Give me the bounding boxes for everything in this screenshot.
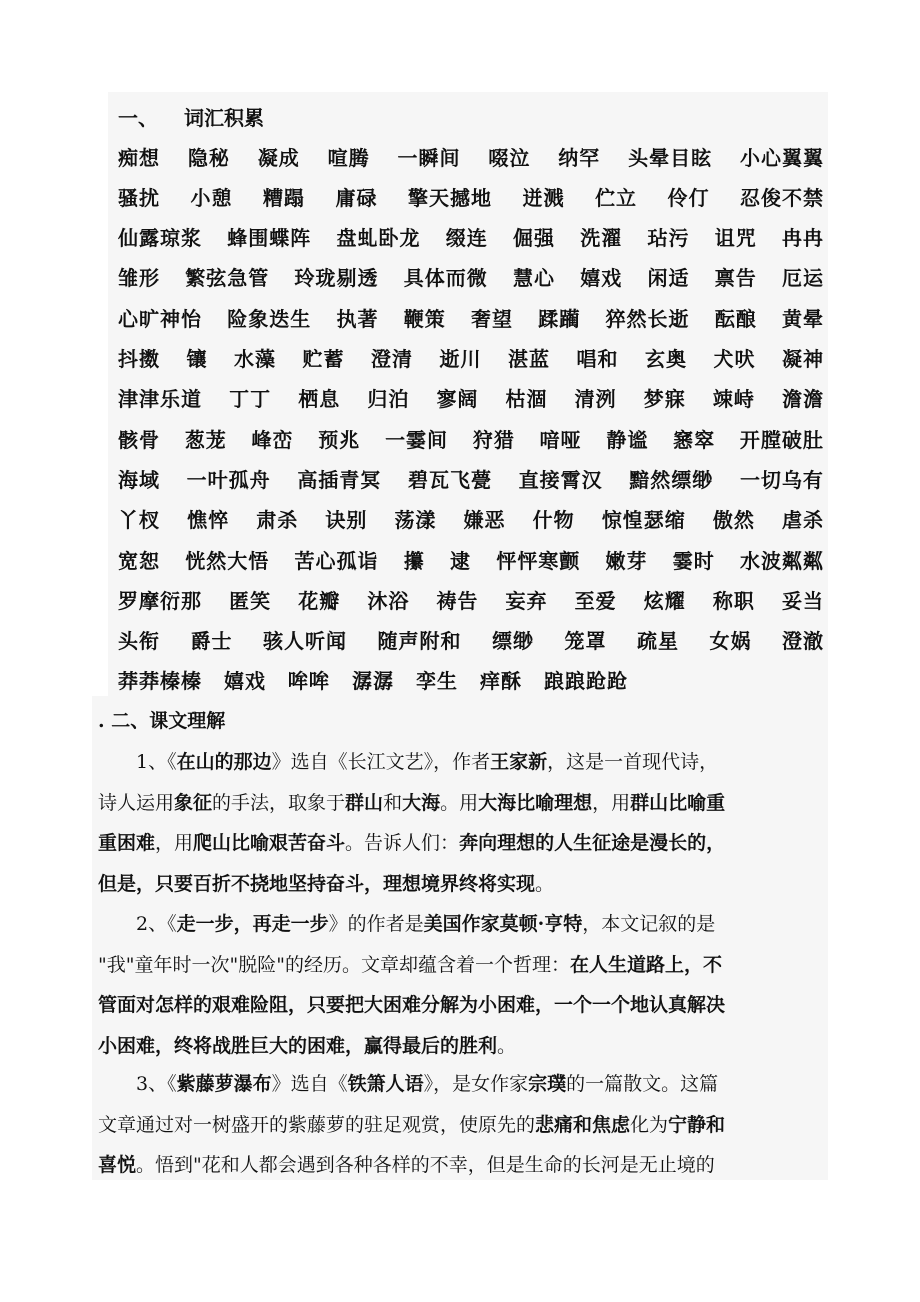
vocab-word: 嬉戏 xyxy=(224,669,266,694)
emphasis-text: 大海比喻理想 xyxy=(478,791,593,814)
vocab-word: 骚扰 xyxy=(118,185,160,210)
vocab-word: 水波粼粼 xyxy=(740,548,824,573)
vocab-word: 蜂围蝶阵 xyxy=(227,226,312,251)
body-text: 》选自《 xyxy=(271,1073,348,1095)
vocab-word: 骸骨 xyxy=(118,427,160,452)
vocab-word: 霎时 xyxy=(672,548,715,573)
vocab-word: 忍俊不禁 xyxy=(740,185,824,210)
body-text: 。 xyxy=(497,1034,517,1057)
vocab-word: 唱和 xyxy=(576,347,619,371)
vocab-word: 峰峦 xyxy=(251,427,294,452)
vocab-word: 逝川 xyxy=(439,347,482,371)
body-text: ，这是一首现代诗， xyxy=(547,751,719,773)
vocab-word: 直接霄汉 xyxy=(518,467,603,492)
vocab-word: 擎天撼地 xyxy=(408,185,492,210)
vocab-word: 镶 xyxy=(186,347,208,371)
vocab-word: 玷污 xyxy=(647,226,690,251)
vocab-word: 伶仃 xyxy=(667,185,710,210)
vocab-word: 寥阔 xyxy=(436,387,479,412)
paragraph-line xyxy=(98,783,818,824)
vocab-word: 踉踉跄跄 xyxy=(544,669,628,694)
paragraph-line xyxy=(98,904,818,945)
vocab-word: 潺潺 xyxy=(352,669,394,694)
vocab-word: 厄运 xyxy=(782,266,824,291)
vocab-word: 窸窣 xyxy=(673,427,716,452)
paragraph-line xyxy=(98,1026,818,1067)
vocab-word: 凝成 xyxy=(257,145,300,170)
vocab-word: 闲适 xyxy=(647,266,690,291)
vocab-word: 奢望 xyxy=(471,306,513,331)
body-text: 1、《 xyxy=(136,751,177,773)
vocab-word: 嬉戏 xyxy=(580,266,623,291)
emphasis-text: 但是，只要百折不挠地坚持奋斗，理想境界终将实现 xyxy=(98,872,536,895)
vocab-row xyxy=(118,662,824,698)
vocab-word: 一叶孤舟 xyxy=(186,467,271,492)
vocab-word: 丁丁 xyxy=(229,387,272,412)
vocab-word: 喑哑 xyxy=(539,427,582,452)
vocab-word: 枯涸 xyxy=(505,387,548,412)
vocab-word: 雏形 xyxy=(118,266,160,291)
vocab-word: 执著 xyxy=(336,306,379,331)
vocab-word: 孪生 xyxy=(416,669,458,694)
body-text: "我"童年时一次"脱险"的经历。文章却蕴含着一个哲理： xyxy=(98,953,570,976)
vocab-word: 竦峙 xyxy=(712,387,755,412)
vocab-word: 随声附和 xyxy=(377,629,462,654)
vocab-word: 庸碌 xyxy=(335,185,378,210)
emphasis-text: 爬山比喻艰苦奋斗 xyxy=(193,832,346,854)
vocab-word: 黄晕 xyxy=(782,306,824,331)
vocab-row xyxy=(118,420,824,456)
vocab-word: 嫌恶 xyxy=(463,508,506,533)
emphasis-text: 象征 xyxy=(174,791,213,814)
vocab-word: 洗濯 xyxy=(580,226,623,251)
vocab-word: 头衔 xyxy=(118,629,160,654)
paragraph-line xyxy=(98,742,818,783)
emphasis-text: 走一步，再走一步 xyxy=(176,913,329,935)
vocab-word: 苦心孤诣 xyxy=(294,548,379,573)
body-text: 。 xyxy=(535,872,555,895)
emphasis-text: 宁静和 xyxy=(668,1113,726,1136)
vocab-row xyxy=(118,259,824,295)
vocab-word: 津津乐道 xyxy=(118,387,202,412)
vocab-word: 诀别 xyxy=(325,508,368,533)
vocab-word: 喧腾 xyxy=(327,145,370,170)
vocab-word: 头晕目眩 xyxy=(628,145,713,170)
vocab-word: 肃杀 xyxy=(256,508,299,533)
paragraph-2 xyxy=(98,904,818,1066)
vocab-row xyxy=(118,178,824,214)
body-text: 和 xyxy=(383,791,403,814)
vocab-word: 妄弃 xyxy=(505,588,548,613)
vocab-word: 冉冉 xyxy=(782,226,824,251)
vocab-word: 葱茏 xyxy=(184,427,227,452)
vocab-word: 犬吠 xyxy=(713,347,756,371)
body-text: 文章通过对一树盛开的紫藤萝的驻足观赏，使原先的 xyxy=(98,1113,536,1136)
vocab-word: 痒酥 xyxy=(480,669,522,694)
body-text: 的一篇散文。这篇 xyxy=(566,1073,719,1095)
vocab-word: 宽恕 xyxy=(118,548,160,573)
body-text: ，用 xyxy=(155,832,194,854)
vocab-word: 清洌 xyxy=(574,387,617,412)
vocab-word: 缀连 xyxy=(445,226,488,251)
paragraph-3 xyxy=(98,1064,818,1186)
vocab-word: 狩猎 xyxy=(472,427,515,452)
vocab-row xyxy=(118,138,824,174)
vocab-word: 虐杀 xyxy=(781,508,824,533)
emphasis-text: 宗璞 xyxy=(528,1073,567,1095)
vocab-word: 澄清 xyxy=(371,347,413,371)
vocab-word: 称职 xyxy=(712,588,755,613)
body-text: 。用 xyxy=(440,791,479,814)
vocab-word: 小憩 xyxy=(190,185,233,210)
emphasis-text: 在山的那边 xyxy=(176,751,272,773)
vocab-word: 贮蓄 xyxy=(302,347,345,371)
section-heading-understanding: . 二、课文理解 xyxy=(98,710,226,732)
vocab-word: 花瓣 xyxy=(298,588,341,613)
vocab-word: 缥缈 xyxy=(492,629,534,654)
vocab-word: 栖息 xyxy=(298,387,341,412)
paragraph-line xyxy=(98,1145,818,1186)
emphasis-text: 王家新 xyxy=(490,751,548,773)
vocab-word: 禀告 xyxy=(714,266,757,291)
heading-number: 一、 xyxy=(118,106,158,130)
vocab-word: 玲珑剔透 xyxy=(294,266,379,291)
vocab-word: 抖擞 xyxy=(118,347,160,371)
vocab-word: 高插青冥 xyxy=(297,467,382,492)
vocab-word: 憔悴 xyxy=(187,508,230,533)
body-text: 》，是女作家 xyxy=(423,1073,529,1095)
vocab-word: 沐浴 xyxy=(367,588,410,613)
vocab-word: 笼罩 xyxy=(564,629,607,654)
vocab-word: 女娲 xyxy=(709,629,752,654)
emphasis-text: 群山 xyxy=(345,791,384,814)
body-text: 3、《 xyxy=(136,1073,177,1095)
heading-text: 词汇积累 xyxy=(184,106,264,130)
emphasis-text: 大海 xyxy=(402,791,441,814)
vocab-word: 澹澹 xyxy=(781,387,824,412)
vocab-word: 哞哞 xyxy=(288,669,330,694)
vocab-word: 静谧 xyxy=(606,427,649,452)
vocab-word: 荡漾 xyxy=(394,508,437,533)
vocab-word: 澄澈 xyxy=(782,629,824,654)
vocab-word: 隐秘 xyxy=(187,145,230,170)
emphasis-text: 铁箫人语 xyxy=(347,1073,424,1095)
vocab-word: 啜泣 xyxy=(488,145,531,170)
vocab-word: 逮 xyxy=(450,548,471,573)
vocab-word: 什物 xyxy=(532,508,575,533)
vocab-word: 攥 xyxy=(403,548,425,573)
vocab-word: 玄奥 xyxy=(645,347,687,371)
vocab-word: 炫耀 xyxy=(643,588,686,613)
emphasis-text: 喜悦 xyxy=(98,1154,137,1176)
emphasis-text: 美国作家莫顿·亨特 xyxy=(423,913,583,935)
paragraph-line xyxy=(98,1105,818,1146)
vocab-word: 痴想 xyxy=(118,145,160,170)
vocab-word: 黯然缥缈 xyxy=(629,467,714,492)
vocab-word: 预兆 xyxy=(318,427,361,452)
vocab-word: 凝神 xyxy=(782,347,824,371)
vocab-word: 莽莽榛榛 xyxy=(118,669,202,694)
body-text: 诗人运用 xyxy=(98,791,175,814)
vocab-row xyxy=(118,460,824,496)
vocab-word: 怦怦寒颤 xyxy=(496,548,581,573)
vocab-word: 湛蓝 xyxy=(508,347,550,371)
paragraph-line xyxy=(98,1064,818,1105)
vocab-word: 至爱 xyxy=(574,588,617,613)
vocab-word: 匿笑 xyxy=(229,588,272,613)
body-text: ，本文记叙的是 xyxy=(582,913,716,935)
vocab-word: 一霎间 xyxy=(385,427,449,452)
vocab-word: 酝酿 xyxy=(714,306,757,331)
vocab-word: 诅咒 xyxy=(714,226,757,251)
vocab-word: 傲然 xyxy=(712,508,755,533)
vocab-word: 心旷神怡 xyxy=(118,306,202,331)
paragraph-line xyxy=(98,985,818,1026)
vocab-word: 祷告 xyxy=(436,588,479,613)
vocab-word: 倔强 xyxy=(513,226,555,251)
body-text: 化为 xyxy=(630,1113,669,1136)
emphasis-text: 管面对怎样的艰难险阻，只要把大困难分解为小困难，一个一个地认真解决 xyxy=(98,994,726,1016)
vocab-word: 嫩芽 xyxy=(605,548,648,573)
vocab-word: 一瞬间 xyxy=(397,145,461,170)
vocab-word: 一切乌有 xyxy=(739,467,824,492)
paragraph-line xyxy=(98,945,818,986)
vocab-word: 爵士 xyxy=(190,629,233,654)
vocab-word: 海域 xyxy=(118,467,160,492)
body-text: 。告诉人们： xyxy=(345,832,460,854)
body-text: 的手法，取象于 xyxy=(212,791,346,814)
section-heading-vocabulary xyxy=(118,102,264,131)
vocab-row xyxy=(118,380,824,416)
vocab-word: 骇人听闻 xyxy=(263,629,347,654)
vocab-word: 糟蹋 xyxy=(263,185,305,210)
vocabulary-section xyxy=(108,92,828,696)
vocab-word: 水藻 xyxy=(234,347,276,371)
paragraph-1 xyxy=(98,742,818,904)
emphasis-text: 群山比喻重 xyxy=(630,791,726,814)
vocab-word: 妥当 xyxy=(781,588,824,613)
vocab-word: 仙露琼浆 xyxy=(118,226,202,251)
vocab-word: 归泊 xyxy=(367,387,410,412)
emphasis-text: 在人生道路上，不 xyxy=(569,953,722,976)
vocab-word: 伫立 xyxy=(595,185,637,210)
vocab-word: 纳罕 xyxy=(558,145,601,170)
vocab-word: 蹂躏 xyxy=(538,306,581,331)
vocab-word: 罗摩衍那 xyxy=(118,588,202,613)
vocab-row xyxy=(118,219,824,255)
emphasis-text: 悲痛和焦虑 xyxy=(535,1113,631,1136)
vocab-row xyxy=(118,501,824,537)
paragraph-line xyxy=(98,823,818,864)
vocab-word: 险象迭生 xyxy=(227,306,312,331)
body-text: 》的作者是 xyxy=(328,913,424,935)
emphasis-text: 重困难 xyxy=(98,832,156,854)
emphasis-text: 紫藤萝瀑布 xyxy=(176,1073,272,1095)
vocab-word: 具体而微 xyxy=(403,266,488,291)
vocab-word: 盘虬卧龙 xyxy=(336,226,421,251)
vocab-word: 鞭策 xyxy=(403,306,446,331)
body-text: 。悟到"花和人都会遇到各种各样的不幸，但是生命的长河是无止境的 xyxy=(136,1154,715,1176)
vocab-row xyxy=(118,622,824,658)
vocab-word: 慧心 xyxy=(513,266,555,291)
body-text: 》选自《长江文艺》，作者 xyxy=(271,751,491,773)
vocab-word: 开膛破肚 xyxy=(739,427,824,452)
vocab-word: 猝然长逝 xyxy=(605,306,690,331)
vocab-row xyxy=(118,541,824,577)
emphasis-text: 奔向理想的人生征途是漫长的， xyxy=(459,832,726,854)
paragraph-line xyxy=(98,864,818,905)
vocab-word: 迸溅 xyxy=(522,185,565,210)
vocab-row xyxy=(118,581,824,617)
vocab-word: 碧瓦飞甍 xyxy=(407,467,492,492)
body-text: 2、《 xyxy=(136,913,177,935)
vocab-word: 丫杈 xyxy=(118,508,160,533)
vocab-word: 恍然大悟 xyxy=(185,548,270,573)
text-understanding-section xyxy=(92,696,828,1180)
vocab-word: 小心翼翼 xyxy=(740,145,824,170)
vocab-word: 疏星 xyxy=(637,629,679,654)
emphasis-text: 小困难，终将战胜巨大的困难，赢得最后的胜利 xyxy=(98,1034,498,1057)
vocab-word: 繁弦急管 xyxy=(185,266,270,291)
vocab-word: 惊惶瑟缩 xyxy=(601,508,686,533)
body-text: ，用 xyxy=(592,791,631,814)
vocab-row xyxy=(118,340,824,376)
vocab-row xyxy=(118,299,824,335)
vocab-word: 梦寐 xyxy=(643,387,686,412)
